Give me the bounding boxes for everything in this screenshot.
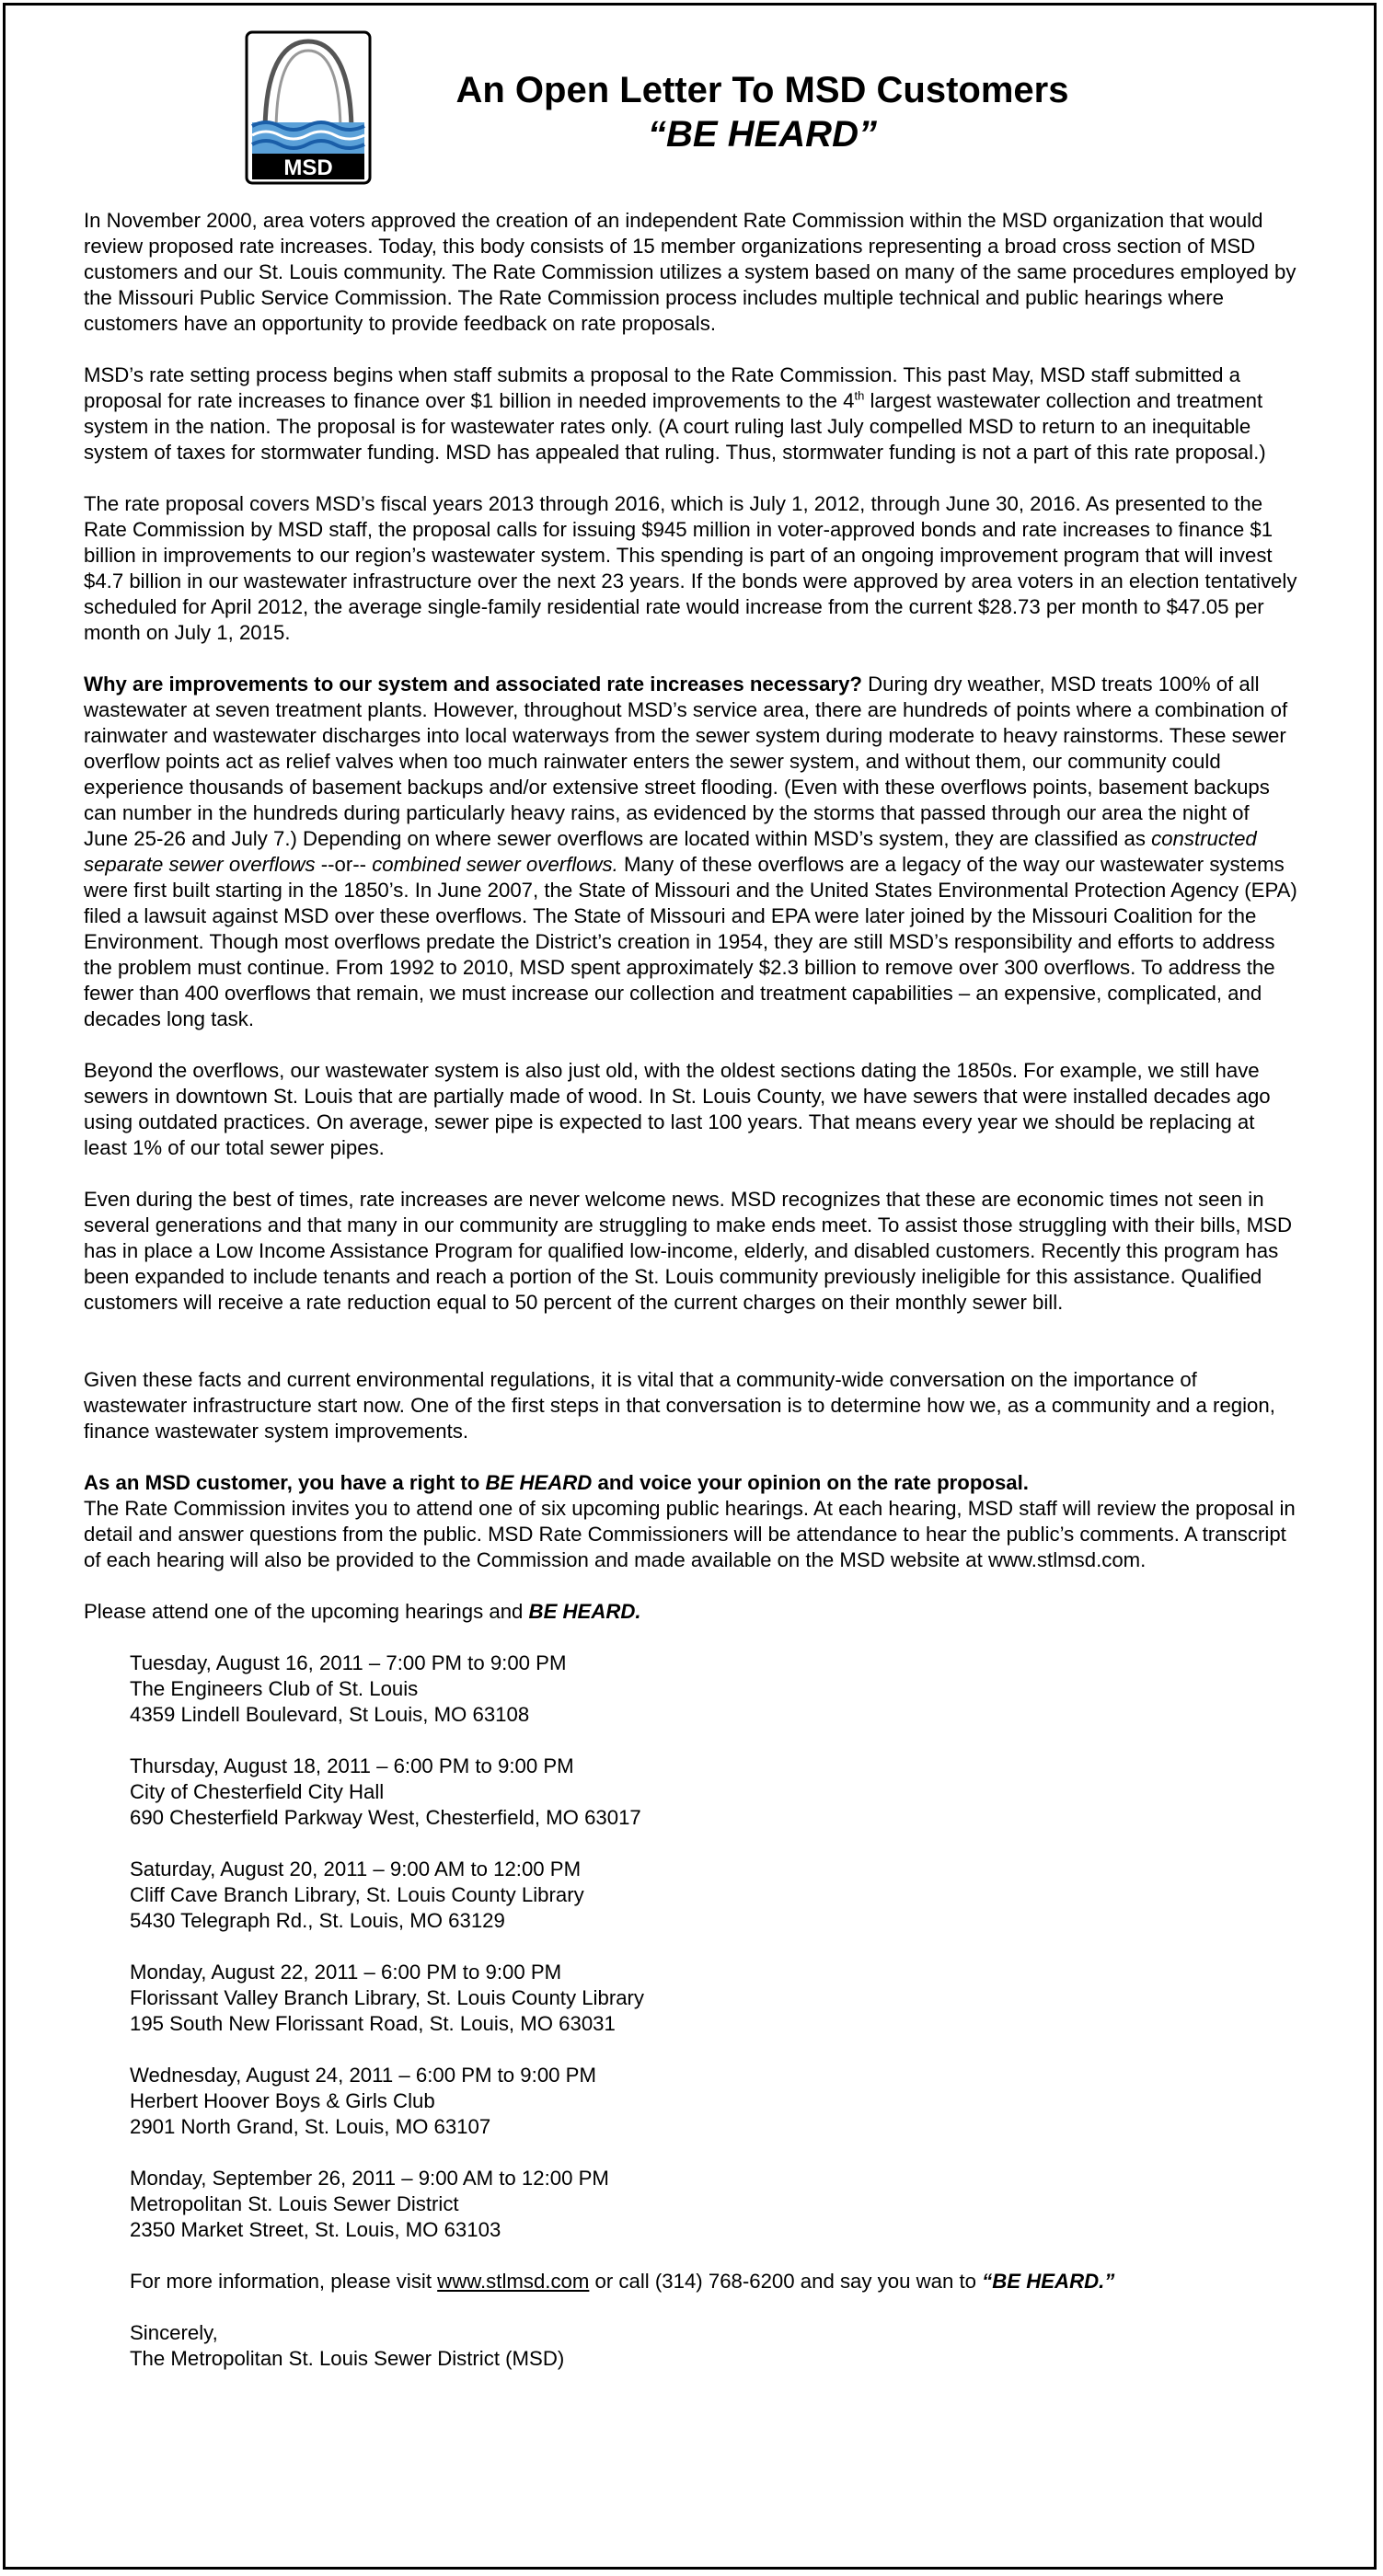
hearing-when: Thursday, August 18, 2011 – 6:00 PM to 9:00 PM: [130, 1754, 574, 1777]
logo-text: MSD: [283, 155, 333, 180]
hearing-address: 2901 North Grand, St. Louis, MO 63107: [130, 2115, 491, 2138]
website-link[interactable]: www.stlmsd.com: [437, 2270, 590, 2293]
paragraph-6: Even during the best of times, rate increases are never welcome news. MSD recognizes that these are economic times not seen in several generations and that many in our community are struggling to make ends meet. To assist those struggling with their bills, MSD has in place a Low Income Assistance Program for qualified low-income, elderly, and disabled customers. Recently this program has been expanded to include tenants and reach a portion of the St. Louis community previously ineligible for this assistance. Qualified customers will receive a rate reduction equal to 50 percent of the current charges on their monthly sewer bill.: [84, 1188, 1292, 1314]
hearing-when: Monday, September 26, 2011 – 9:00 AM to 12:00 PM: [130, 2167, 609, 2190]
hearing-address: 2350 Market Street, St. Louis, MO 63103: [130, 2218, 501, 2241]
header: [368, 68, 1157, 156]
signature: The Metropolitan St. Louis Sewer District (MSD): [130, 2347, 565, 2370]
hearing-item: [130, 1960, 1298, 2037]
hearing-when: Wednesday, August 24, 2011 – 6:00 PM to 9:00 PM: [130, 2064, 596, 2087]
hearing-place: City of Chesterfield City Hall: [130, 1780, 385, 1803]
page-title: An Open Letter To MSD Customers: [455, 70, 1069, 110]
hearing-item: [130, 1754, 1298, 1831]
hearing-address: 690 Chesterfield Parkway West, Chesterfield, MO 63017: [130, 1806, 641, 1829]
paragraph-7: Given these facts and current environmental regulations, it is vital that a community-wide conversation on the importance of wastewater infrastructure start now. One of the first steps in that conversation is to determine how we, as a community and a region, finance wastewater system improvements.: [84, 1368, 1275, 1443]
paragraph-3: The rate proposal covers MSD’s fiscal years 2013 through 2016, which is July 1, 2012, through June 30, 2016. As presented to the Rate Commission by MSD staff, the proposal calls for issuing $945 million in voter-approved bonds and rate increases to finance $1 billion in improvements to our region’s wastewater system. This spending is part of an ongoing improvement program that will invest $4.7 billion in our wastewater infrastructure over the next 23 years. If the bonds were approved by area voters in an election tentatively scheduled for April 2012, the average single-family residential rate would increase from the current $28.73 per month to $47.05 per month on July 1, 2015.: [84, 492, 1297, 644]
hearing-address: 5430 Telegraph Rd., St. Louis, MO 63129: [130, 1909, 505, 1932]
hearing-when: Saturday, August 20, 2011 – 9:00 AM to 12:00 PM: [130, 1857, 582, 1880]
paragraph-1: In November 2000, area voters approved the creation of an independent Rate Commission within the MSD organization that would review proposed rate increases. Today, this body consists of 15 member organizations representing a broad cross section of MSD customers and our St. Louis community. The Rate Commission utilizes a system based on many of the same procedures employed by the Missouri Public Service Commission. The Rate Commission process includes multiple technical and public hearings where customers have an opportunity to provide feedback on rate proposals.: [84, 209, 1297, 335]
paragraph-2: MSD’s rate setting process begins when staff submits a proposal to the Rate Commission. This past May, MSD staff submitted a proposal for rate increases to finance over $1 billion in needed improvements to the 4th largest wastewater collection and treatment system in the nation. The proposal is for wastewater rates only. (A court ruling last July compelled MSD to return to an inequitable system of taxes for stormwater funding. MSD has appealed that ruling. Thus, stormwater funding is not a part of this rate proposal.): [84, 363, 1266, 464]
hearing-place: Florissant Valley Branch Library, St. Louis County Library: [130, 1986, 645, 2009]
more-info: For more information, please visit www.stlmsd.com or call (314) 768-6200 and say you wan to “BE HEARD.”: [130, 2270, 1115, 2293]
hearing-address: 195 South New Florissant Road, St. Louis, MO 63031: [130, 2012, 616, 2035]
hearing-item: [130, 1650, 1298, 1728]
hearings-list: [130, 1650, 1298, 2243]
paragraph-9: Please attend one of the upcoming hearings and BE HEARD.: [84, 1600, 641, 1623]
paragraph-5: Beyond the overflows, our wastewater system is also just old, with the oldest sections dating the 1850s. For example, we still have sewers in downtown St. Louis that are partially made of wood. In St. Louis County, we have sewers that were installed decades ago using outdated practices. On average, sewer pipe is expected to last 100 years. That means every year we should be replacing at least 1% of our total sewer pipes.: [84, 1059, 1271, 1159]
paragraph-4: Why are improvements to our system and associated rate increases necessary? During dry weather, MSD treats 100% of all wastewater at seven treatment plants. However, throughout MSD’s service area, there are hundreds of points where a combination of rainwater and wastewater discharges into local waterways from the sewer system during moderate to heavy rainstorms. These sewer overflow points act as relief valves when too much rainwater enters the sewer system, and without them, our community could experience thousands of basement backups and/or extensive street flooding. (Even with these overflows points, basement backups can number in the hundreds during particularly heavy rains, as evidenced by the storms that passed through our area the night of June 25-26 and July 7.) Depending on where sewer overflows are located within MSD’s system, they are classified as constructed separate sewer overflows --or-- combined sewer overflows. Many of these overflows are a legacy of the way our wastewater systems were first built starting in the 1850’s. In June 2007, the State of Missouri and the United States Environmental Protection Agency (EPA) filed a lawsuit against MSD over these overflows. The State of Missouri and EPA were later joined by the Missouri Coalition for the Environment. Though most overflows predate the District’s creation in 1954, they are still MSD’s responsibility and efforts to address the problem must continue. From 1992 to 2010, MSD spent approximately $2.3 billion to remove over 300 overflows. To address the fewer than 400 overflows that remain, we must increase our collection and treatment capabilities – an expensive, complicated, and decades long task.: [84, 673, 1297, 1030]
page-subtitle: “BE HEARD”: [648, 114, 877, 155]
paragraph-8-heading: As an MSD customer, you have a right to BE HEARD and voice your opinion on the rate proposal.: [84, 1471, 1029, 1494]
hearing-place: Cliff Cave Branch Library, St. Louis County Library: [130, 1883, 584, 1906]
hearing-place: Metropolitan St. Louis Sewer District: [130, 2192, 459, 2215]
paragraph-8: The Rate Commission invites you to attend one of six upcoming public hearings. At each hearing, MSD staff will review the proposal in detail and answer questions from the public. MSD Rate Commissioners will be attendance to hear the public’s comments. A transcript of each hearing will also be provided to the Commission and made available on the MSD website at www.stlmsd.com.: [84, 1497, 1296, 1571]
hearing-item: [130, 2063, 1298, 2140]
hearing-place: The Engineers Club of St. Louis: [130, 1677, 419, 1700]
msd-logo: [245, 30, 372, 185]
hearing-item: [130, 2166, 1298, 2243]
closing: [130, 2269, 1298, 2372]
hearing-place: Herbert Hoover Boys & Girls Club: [130, 2089, 435, 2112]
sign-off: Sincerely,: [130, 2321, 218, 2344]
hearing-when: Monday, August 22, 2011 – 6:00 PM to 9:00 PM: [130, 1961, 562, 1984]
letter-body: [84, 208, 1298, 2372]
hearing-address: 4359 Lindell Boulevard, St Louis, MO 63108: [130, 1703, 530, 1726]
hearing-when: Tuesday, August 16, 2011 – 7:00 PM to 9:00 PM: [130, 1651, 567, 1674]
hearing-item: [130, 1857, 1298, 1934]
